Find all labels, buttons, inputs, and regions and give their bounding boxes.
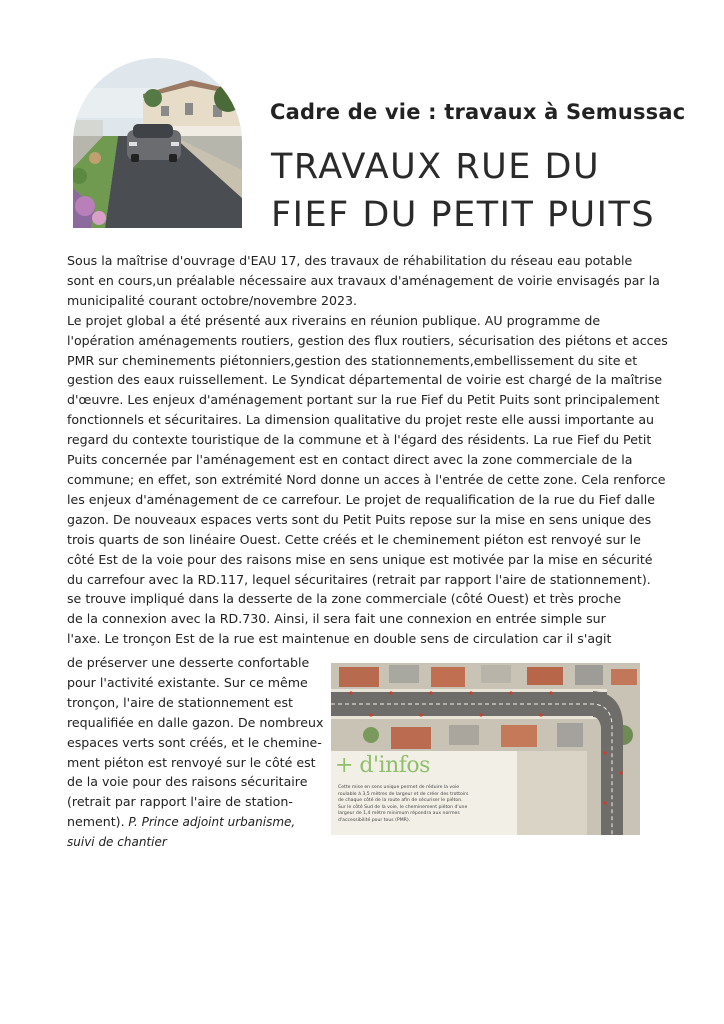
body-line: Le projet global a été présenté aux riverains en réunion publique. AU programme de [67, 312, 601, 328]
body-line: l'opération aménagements routiers, gestion des flux routiers, sécurisation des piétons et acces [67, 332, 668, 348]
author-credit: P. Prince adjoint urbanisme, [124, 815, 296, 830]
aerial-plan-image [331, 663, 640, 835]
body-line: trois quarts de son linéaire Ouest. Cette créés et le cheminement piéton est renvoyé sur le [67, 531, 641, 547]
body-line: PMR sur cheminements piétonniers,gestion des stationnements,embellissement du site et [67, 352, 638, 368]
body-line: gestion des eaux ruissellement. Le Syndicat départemental de voirie est chargé de la maîtrise [67, 372, 663, 388]
caption-line: largeur de 1,4 mètre minimum répondra aux normes [338, 811, 460, 816]
author-credit-role: suivi de chantier [67, 835, 167, 850]
body-line: Puits concernée par l'aménagement est en contact direct avec la zone commerciale de la [67, 452, 633, 468]
body-line: requalifiée en dalle gazon. De nombreux [67, 714, 324, 730]
body-line: d'œuvre. Les enjeux d'aménagement portant sur la rue Fief du Petit Puits sont principalement [67, 392, 660, 408]
body-line: fonctionnels et sécuritaires. La dimension qualitative du projet reste elle aussi importante au [67, 412, 655, 428]
caption-line: de chaque côté de la route afin de sécuriser le piéton. [338, 798, 463, 803]
article-body [67, 251, 668, 649]
body-line: nement). [67, 814, 125, 830]
body-line: de la voie pour des raisons sécuritaire [67, 774, 308, 790]
title-line: TRAVAUX RUE DU [271, 147, 601, 187]
caption-line: Cette mise en sens unique permet de réduire la voie [338, 785, 460, 790]
body-line: de la connexion avec la RD.730. Ainsi, il sera fait une connexion en entrée simple sur [67, 611, 606, 627]
body-line: se trouve impliqué dans la desserte de la zone commerciale (côté Ouest) et très proche [67, 591, 622, 607]
body-line: gazon. De nouveaux espaces verts sont du Petit Puits repose sur la mise en sens unique des [67, 511, 652, 527]
body-line: côté Est de la voie pour des raisons mise en sens unique est motivée par la mise en sécurité [67, 551, 653, 567]
section-kicker: Cadre de vie : travaux à Semussac [270, 100, 686, 124]
body-line: (retrait par rapport l'aire de station- [67, 794, 293, 810]
title-line: FIEF DU PETIT PUITS [271, 195, 656, 235]
body-line: commune; en effet, son extrémité Nord donne un acces à l'entrée de cette zone. Cela renforce [67, 471, 666, 487]
info-heading: + d'infos [335, 753, 430, 778]
body-line: de préserver une desserte confortable [67, 655, 310, 670]
caption-line: roulable à 3,5 mètres de largeur et de créer des trottoirs [338, 791, 469, 797]
article-title [271, 143, 655, 239]
body-line: les enjeux d'aménagement de ce carrefour. Le projet de requalification de la rue du Fief dalle [67, 491, 656, 507]
body-line: ment piéton est renvoyé sur le côté est [67, 754, 316, 770]
body-line: espaces verts sont créés, et le chemine- [67, 734, 322, 750]
body-line: tronçon, l'aire de stationnement est [67, 694, 293, 710]
body-line: municipalité courant octobre/novembre 2023. [67, 292, 357, 308]
body-line: Sous la maîtrise d'ouvrage d'EAU 17, des travaux de réhabilitation du réseau eau potable [67, 253, 633, 268]
info-caption [338, 785, 508, 824]
body-line: du carrefour avec la RD.117, lequel sécuritaires (retrait par rapport l'aire de stationnement). [67, 571, 651, 587]
body-line-with-credit [67, 812, 329, 833]
body-line: sont en cours,un préalable nécessaire aux travaux d'aménagement de voirie envisagés par la [67, 272, 660, 288]
body-line: l'axe. Le tronçon Est de la rue est maintenue en double sens de circulation car il s'agit [67, 631, 612, 647]
body-line: pour l'activité existante. Sur ce même [67, 674, 308, 690]
article-body-narrow [67, 653, 329, 853]
street-photo [73, 58, 242, 228]
body-line: regard du contexte touristique de la commune et à l'égard des résidents. La rue Fief du Petit [67, 432, 652, 448]
caption-line: d'accessibilité pour tous (PMR). [338, 817, 411, 823]
caption-line: Sur le côté Sud de la voie, le cheminement piéton d'une [338, 804, 468, 810]
